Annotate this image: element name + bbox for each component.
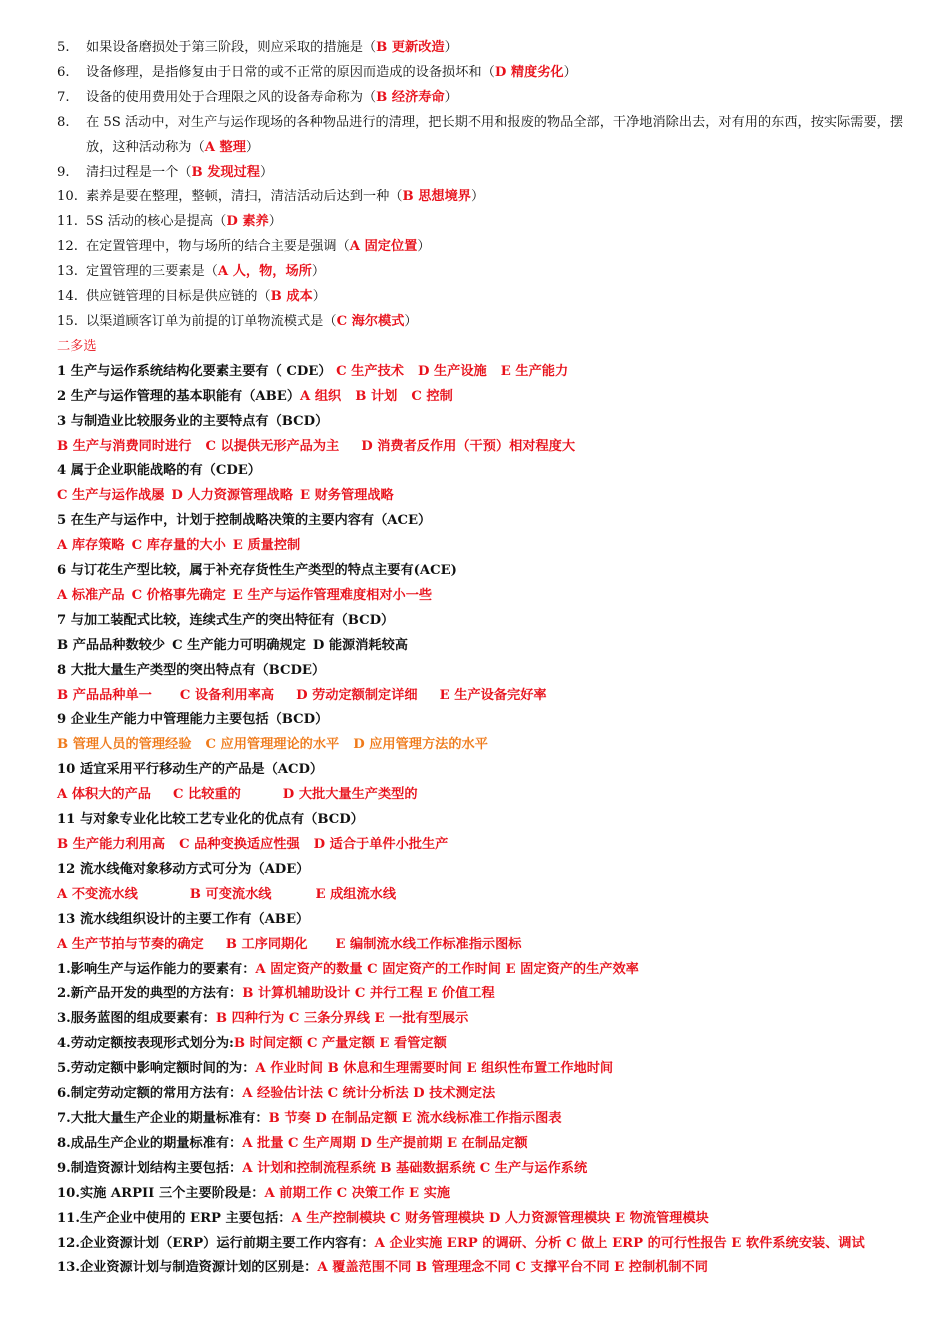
answer-row: C 生产与运作战屡 D 人力资源管理战略 E 财务管理战略: [57, 488, 394, 504]
list-item: 12. 在定置管理中，物与场所的结合主要是强调（A 固定位置）: [57, 239, 431, 255]
answer: B 节奏 D 在制品定额 E 流水线标准工作指示图表: [268, 1110, 562, 1126]
answer-row: B 产品品种单一 C 设备利用率高 D 劳动定额制定详细 E 生产设备完好率: [57, 687, 547, 703]
answer: A 作业时间 B 休息和生理需要时间 E 组织性布置工作地时间: [255, 1061, 614, 1077]
answer: A 计划和控制流程系统 B 基础数据系统 C 生产与运作系统: [242, 1160, 588, 1176]
list-item: 5.劳动定额中影响定额时间的为：A 作业时间 B 休息和生理需要时间 E 组织性布置工作地时间: [57, 1061, 614, 1077]
answer: A 整理: [204, 139, 246, 155]
answer: B 时间定额 C 产量定额 E 看管定额: [233, 1036, 447, 1052]
list-item: 5. 如果设备磨损处于第三阶段，则应采取的措施是（B 更新改造）: [57, 40, 458, 55]
list-item: 1.影响生产与运作能力的要素有：A 固定资产的数量 C 固定资产的工作时间 E 固定资产的生产效率: [57, 961, 639, 977]
single-choice-list: [57, 36, 920, 335]
question: 9 企业生产能力中管理能力主要包括（BCD）: [57, 712, 329, 728]
question: 1 生产与运作系统结构化要素主要有（ CDE） C 生产技术 D 生产设施 E 生产能力: [57, 363, 569, 379]
answer-row: A 体积大的产品 C 比较重的 D 大批大量生产类型的: [57, 787, 418, 803]
answer-row: A 生产节拍与节奏的确定 B 工序同期化 E 编制流水线工作标准指示图标: [57, 936, 522, 952]
answer: B 四种行为 C 三条分界线 E 一批有型展示: [215, 1011, 469, 1027]
list-item: 11. 5S 活动的核心是提高（D 素养）: [57, 214, 282, 230]
list-item: 7. 设备的使用费用处于合理限之风的设备寿命称为（B 经济寿命）: [57, 89, 458, 105]
answer: B 思想境界: [402, 189, 471, 205]
answer: D 素养: [226, 214, 269, 230]
answer: C 海尔模式: [336, 313, 405, 329]
list-item: 13. 定置管理的三要素是（A 人，物，场所）: [57, 264, 326, 280]
question: 8 大批大量生产类型的突出特点有（BCDE）: [57, 662, 326, 678]
list-item: 11.生产企业中使用的 ERP 主要包括：A 生产控制模块 C 财务管理模块 D 人力资源管理模块 E 物流管理模块: [57, 1210, 709, 1226]
answer: A 固定资产的数量 C 固定资产的工作时间 E 固定资产的生产效率: [255, 961, 639, 977]
answer: D 生产设施: [417, 363, 487, 379]
list-item: 10.实施 ARPII 三个主要阶段是：A 前期工作 C 决策工作 E 实施: [57, 1185, 451, 1201]
list-item: 14. 供应链管理的目标是供应链的（B 成本）: [57, 289, 326, 305]
section-title: 二多选: [57, 338, 97, 354]
list-item: 15. 以渠道顾客订单为前提的订单物流模式是（C 海尔模式）: [57, 313, 418, 329]
list-item: 9.制造资源计划结构主要包括：A 计划和控制流程系统 B 基础数据系统 C 生产与运作系统: [57, 1160, 588, 1176]
answer: A 经验估计法 C 统计分析法 D 技术测定法: [242, 1086, 496, 1102]
list-item: 9. 清扫过程是一个（B 发现过程）: [57, 164, 274, 180]
answer: B 更新改造: [376, 40, 445, 55]
question: 2 生产与运作管理的基本职能有（ABE）A 组织 B 计划 C 控制: [57, 388, 453, 404]
answer: C 生产技术: [336, 363, 404, 379]
list-item: 8.成品生产企业的期量标准有：A 批量 C 生产周期 D 生产提前期 E 在制品定额: [57, 1135, 528, 1151]
summary-list: [57, 958, 920, 1282]
question: 13 流水线组织设计的主要工作有（ABE）: [57, 911, 310, 927]
answer: B 成本: [270, 289, 313, 305]
list-item: 6.制定劳动定额的常用方法有：A 经验估计法 C 统计分析法 D 技术测定法: [57, 1086, 496, 1102]
answer-row: A 库存策略 C 库存量的大小 E 质量控制: [57, 538, 301, 554]
answer-row: A 标准产品 C 价格事先确定 E 生产与运作管理难度相对小一些: [57, 587, 433, 603]
list-item: 4.劳动定额按表现形式划分为:B 时间定额 C 产量定额 E 看管定额: [57, 1036, 447, 1052]
question: 3 与制造业比较服务业的主要特点有（BCD）: [57, 413, 329, 429]
list-item: 6. 设备修理，是指修复由于日常的或不正常的原因而造成的设备损坏和（D 精度劣化）: [57, 64, 577, 80]
answer: A 固定位置: [349, 239, 418, 255]
answer: A 生产控制模块 C 财务管理模块 D 人力资源管理模块 E 物流管理模块: [291, 1210, 709, 1226]
question: 4 属于企业职能战略的有（CDE）: [57, 463, 261, 479]
answer: C 控制: [411, 388, 453, 404]
list-item: 7.大批大量生产企业的期量标准有：B 节奏 D 在制品定额 E 流水线标准工作指示图表: [57, 1110, 562, 1126]
list-item: 12.企业资源计划（ERP）运行前期主要工作内容有：A 企业实施 ERP 的调研、分析 C 做上 ERP 的可行性报告 E 软件系统安装、调试: [57, 1235, 865, 1251]
multi-choice-list: [57, 360, 920, 958]
answer: A 批量 C 生产周期 D 生产提前期 E 在制品定额: [242, 1135, 528, 1151]
answer: A 组织: [300, 388, 342, 404]
list-item: 8. 在 5S 活动中，对生产与运作现场的各种物品进行的清理，把长期不用和报废的物品全部，干净地消除出去，对有用的东西，按实际需要，摆放，这种活动称为（A 整理）: [57, 114, 904, 155]
list-item: 3.服务蓝图的组成要素有：B 四种行为 C 三条分界线 E 一批有型展示: [57, 1011, 469, 1027]
answer-row: B 管理人员的管理经验 C 应用管理理论的水平 D 应用管理方法的水平: [57, 737, 488, 753]
answer: A 人，物，场所: [217, 264, 312, 280]
question: 11 与对象专业化比较工艺专业化的优点有（BCD）: [57, 812, 364, 828]
list-item: 13.企业资源计划与制造资源计划的区别是：A 覆盖范围不同 B 管理理念不同 C 支撑平台不同 E 控制机制不同: [57, 1260, 708, 1276]
answer: B 计算机辅助设计 C 并行工程 E 价值工程: [242, 986, 495, 1002]
answer: D 精度劣化: [494, 64, 564, 80]
answer: A 前期工作 C 决策工作 E 实施: [264, 1185, 451, 1201]
answer: A 覆盖范围不同 B 管理理念不同 C 支撑平台不同 E 控制机制不同: [317, 1260, 708, 1276]
answer-row: B 产品品种数较少 C 生产能力可明确规定 D 能源消耗较高: [57, 637, 408, 653]
question: 12 流水线俺对象移动方式可分为（ADE）: [57, 861, 310, 877]
question: 5 在生产与运作中，计划于控制战略决策的主要内容有（ACE）: [57, 513, 432, 529]
question: 7 与加工装配式比较，连续式生产的突出特征有（BCD）: [57, 612, 395, 628]
answer: B 计划: [355, 388, 398, 404]
answer-row: B 生产与消费同时进行 C 以提供无形产品为主 D 消费者反作用（干预）相对程度大: [57, 438, 576, 454]
answer-row: A 不变流水线 B 可变流水线 E 成组流水线: [57, 886, 397, 902]
question: 10 适宜采用平行移动生产的产品是（ACD）: [57, 762, 324, 778]
list-item: 2.新产品开发的典型的方法有：B 计算机辅助设计 C 并行工程 E 价值工程: [57, 986, 495, 1002]
answer: A 企业实施 ERP 的调研、分析 C 做上 ERP 的可行性报告 E 软件系统安装、调试: [374, 1235, 865, 1251]
answer: E 生产能力: [500, 363, 569, 379]
answer-row: B 生产能力利用高 C 品种变换适应性强 D 适合于单件小批生产: [57, 837, 449, 852]
list-item: 10. 素养是要在整理，整顿，清扫，清洁活动后达到一种（B 思想境界）: [57, 189, 485, 205]
answer: B 经济寿命: [376, 89, 445, 105]
question: 6 与订花生产型比较，属于补充存货性生产类型的特点主要有(ACE): [57, 563, 457, 579]
answer: B 发现过程: [191, 164, 260, 180]
